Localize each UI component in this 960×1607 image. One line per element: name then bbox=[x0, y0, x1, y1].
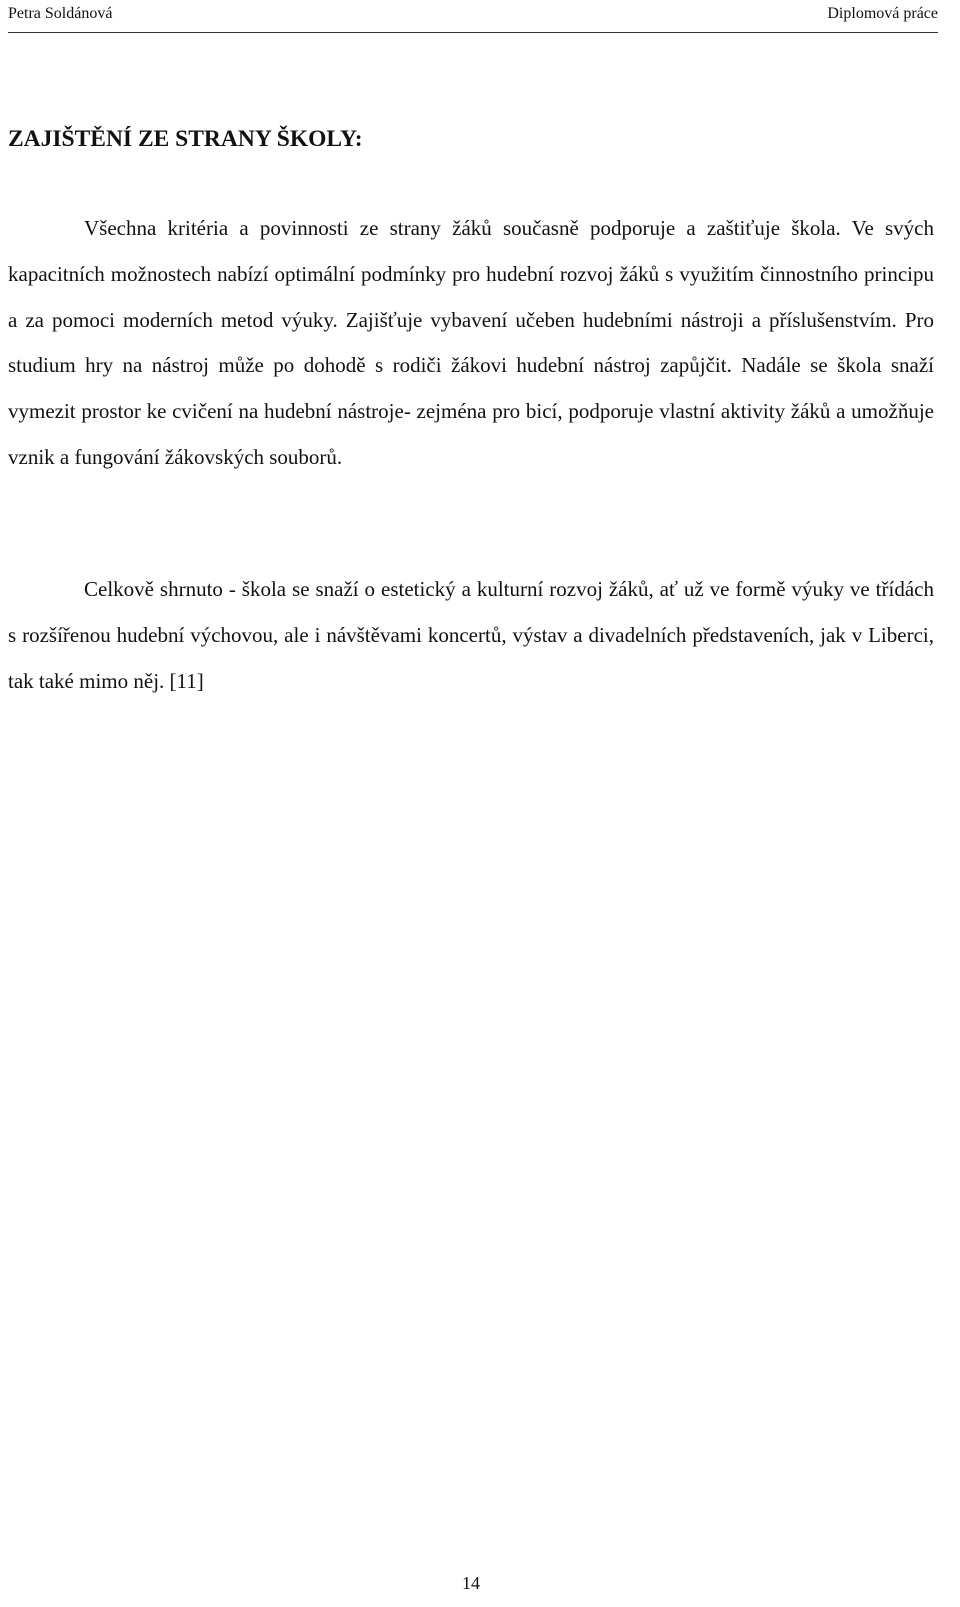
page-number: 14 bbox=[462, 1573, 480, 1593]
running-header bbox=[8, 2, 938, 33]
body-paragraph-1: Všechna kritéria a povinnosti ze strany žáků současně podporuje a zaštiťuje škola. Ve svých kapacitních možnostech nabízí optimální podmínky pro hudební rozvoj žáků s využitím činnostního principu a za pomoci moderních metod výuky. Zajišťuje vybavení učeben hudebními nástroji a příslušenstvím. Pro studium hry na nástroj může po dohodě s rodiči žákovi hudební nástroj zapůjčit. Nadále se škola snaží vymezit prostor ke cvičení na hudební nástroje- zejména pro bicí, podporuje vlastní aktivity žáků a umožňuje vznik a fungování žákovských souborů. bbox=[8, 216, 934, 469]
body-paragraph-2: Celkově shrnuto - škola se snaží o estetický a kulturní rozvoj žáků, ať už ve formě výuky ve třídách s rozšířenou hudební výchovou, ale i návštěvami koncertů, výstav a divadelních představeních, jak v Liberci, tak také mimo něj. [11] bbox=[8, 577, 934, 693]
section-heading: ZAJIŠTĚNÍ ZE STRANY ŠKOLY: bbox=[8, 126, 363, 152]
header-author: Petra Soldánová bbox=[8, 5, 113, 22]
header-document-type: Diplomová práce bbox=[827, 5, 938, 22]
